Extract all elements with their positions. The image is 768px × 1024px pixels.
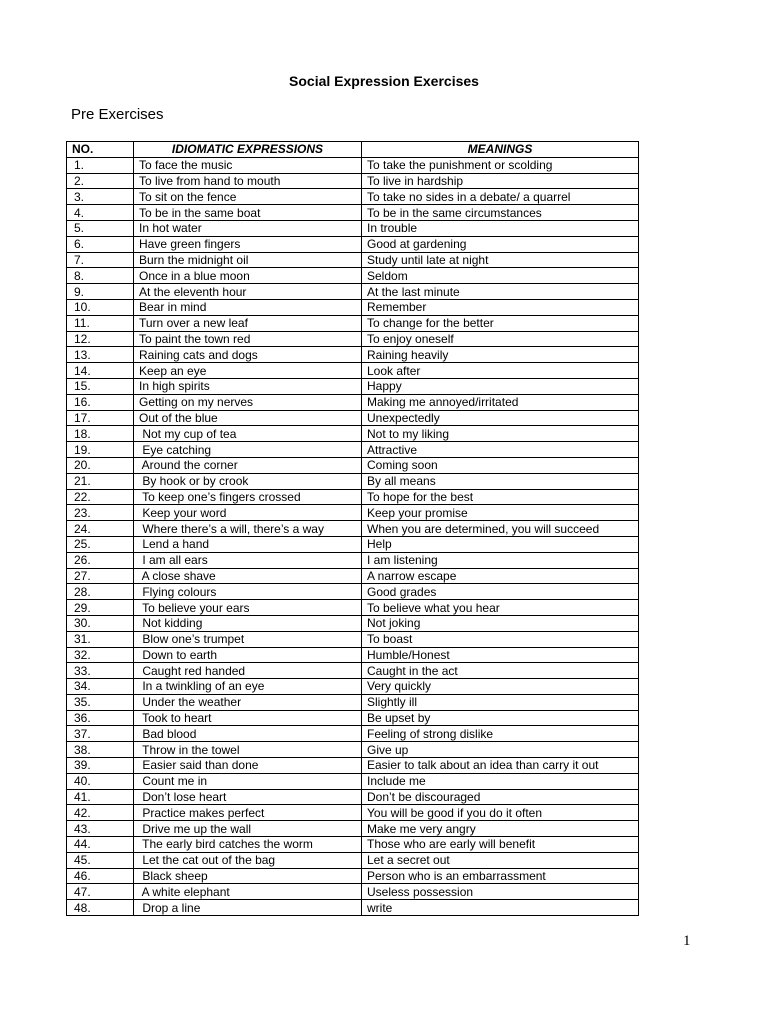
page-number: 1	[683, 933, 691, 949]
idiom-cell: To face the music	[134, 157, 362, 173]
row-number: 14.	[67, 363, 134, 379]
meaning-cell: Good grades	[362, 584, 639, 600]
table-row	[67, 600, 639, 616]
meaning-cell: Be upset by	[362, 710, 639, 726]
header-row	[67, 142, 639, 158]
row-number: 45.	[67, 852, 134, 868]
idiom-cell: Once in a blue moon	[134, 268, 362, 284]
meaning-cell: Let a secret out	[362, 852, 639, 868]
row-number: 35.	[67, 694, 134, 710]
row-number: 5.	[67, 220, 134, 236]
meaning-cell: Include me	[362, 773, 639, 789]
table-row	[67, 173, 639, 189]
table-row	[67, 236, 639, 252]
idiom-cell: Out of the blue	[134, 410, 362, 426]
row-number: 21.	[67, 473, 134, 489]
table-row	[67, 284, 639, 300]
idiom-cell: Blow one’s trumpet	[134, 631, 362, 647]
table-row	[67, 157, 639, 173]
meaning-cell: Good at gardening	[362, 236, 639, 252]
row-number: 4.	[67, 205, 134, 221]
idiom-cell: To live from hand to mouth	[134, 173, 362, 189]
row-number: 9.	[67, 284, 134, 300]
idiom-cell: To paint the town red	[134, 331, 362, 347]
row-number: 16.	[67, 394, 134, 410]
meaning-cell: To believe what you hear	[362, 600, 639, 616]
idiom-cell: Where there’s a will, there’s a way	[134, 521, 362, 537]
table-row	[67, 884, 639, 900]
table-row	[67, 252, 639, 268]
idiom-cell: A white elephant	[134, 884, 362, 900]
row-number: 6.	[67, 236, 134, 252]
row-number: 1.	[67, 157, 134, 173]
meaning-cell: Coming soon	[362, 457, 639, 473]
table-row	[67, 805, 639, 821]
idiom-cell: By hook or by crook	[134, 473, 362, 489]
row-number: 22.	[67, 489, 134, 505]
meaning-cell: You will be good if you do it often	[362, 805, 639, 821]
meaning-cell: Give up	[362, 742, 639, 758]
row-number: 26.	[67, 552, 134, 568]
row-number: 19.	[67, 442, 134, 458]
meaning-cell: Caught in the act	[362, 663, 639, 679]
idiom-cell: Count me in	[134, 773, 362, 789]
table-row	[67, 378, 639, 394]
idiom-cell: Not kidding	[134, 615, 362, 631]
row-number: 37.	[67, 726, 134, 742]
meaning-cell: Keep your promise	[362, 505, 639, 521]
meaning-cell: Attractive	[362, 442, 639, 458]
row-number: 8.	[67, 268, 134, 284]
meaning-cell: By all means	[362, 473, 639, 489]
idiom-cell: Lend a hand	[134, 536, 362, 552]
meaning-cell: Seldom	[362, 268, 639, 284]
idiom-cell: At the eleventh hour	[134, 284, 362, 300]
meaning-cell: Slightly ill	[362, 694, 639, 710]
idiom-cell: Bear in mind	[134, 299, 362, 315]
table-row	[67, 852, 639, 868]
row-number: 34.	[67, 679, 134, 695]
idiom-cell: Getting on my nerves	[134, 394, 362, 410]
meaning-cell: Remember	[362, 299, 639, 315]
idiom-cell: In high spirits	[134, 378, 362, 394]
meaning-cell: At the last minute	[362, 284, 639, 300]
table-row	[67, 394, 639, 410]
table-row	[67, 773, 639, 789]
meaning-cell: Unexpectedly	[362, 410, 639, 426]
idiom-cell: Keep an eye	[134, 363, 362, 379]
meaning-cell: Look after	[362, 363, 639, 379]
meaning-cell: Raining heavily	[362, 347, 639, 363]
row-number: 46.	[67, 868, 134, 884]
meaning-cell: Help	[362, 536, 639, 552]
row-number: 30.	[67, 615, 134, 631]
idiom-cell: To be in the same boat	[134, 205, 362, 221]
row-number: 36.	[67, 710, 134, 726]
row-number: 38.	[67, 742, 134, 758]
idiom-cell: Took to heart	[134, 710, 362, 726]
idiom-cell: Don’t lose heart	[134, 789, 362, 805]
row-number: 31.	[67, 631, 134, 647]
meaning-cell: Don’t be discouraged	[362, 789, 639, 805]
header-no: NO.	[67, 142, 134, 158]
row-number: 7.	[67, 252, 134, 268]
row-number: 41.	[67, 789, 134, 805]
meaning-cell: Study until late at night	[362, 252, 639, 268]
table-row	[67, 900, 639, 916]
idiom-cell: Flying colours	[134, 584, 362, 600]
meaning-cell: In trouble	[362, 220, 639, 236]
meaning-cell: A narrow escape	[362, 568, 639, 584]
table-row	[67, 268, 639, 284]
row-number: 47.	[67, 884, 134, 900]
table-row	[67, 742, 639, 758]
header-meaning: MEANINGS	[362, 142, 639, 158]
meaning-cell: Very quickly	[362, 679, 639, 695]
meaning-cell: I am listening	[362, 552, 639, 568]
table-row	[67, 710, 639, 726]
idiom-cell: Practice makes perfect	[134, 805, 362, 821]
row-number: 32.	[67, 647, 134, 663]
idiom-cell: Turn over a new leaf	[134, 315, 362, 331]
table-row	[67, 821, 639, 837]
idiom-cell: In hot water	[134, 220, 362, 236]
idiom-cell: Throw in the towel	[134, 742, 362, 758]
table-row	[67, 457, 639, 473]
table-row	[67, 331, 639, 347]
row-number: 44.	[67, 837, 134, 853]
table-row	[67, 489, 639, 505]
idiom-cell: To keep one’s fingers crossed	[134, 489, 362, 505]
meaning-cell: Making me annoyed/irritated	[362, 394, 639, 410]
table-row	[67, 679, 639, 695]
idiom-cell: Eye catching	[134, 442, 362, 458]
meaning-cell: When you are determined, you will succeed	[362, 521, 639, 537]
section-subtitle: Pre Exercises	[71, 106, 164, 123]
table-row	[67, 347, 639, 363]
table-row	[67, 758, 639, 774]
table-row	[67, 584, 639, 600]
meaning-cell: Make me very angry	[362, 821, 639, 837]
row-number: 3.	[67, 189, 134, 205]
document-title: Social Expression Exercises	[289, 73, 479, 89]
idiom-cell: A close shave	[134, 568, 362, 584]
meaning-cell: Easier to talk about an idea than carry it out	[362, 758, 639, 774]
table-row	[67, 505, 639, 521]
idioms-table	[66, 141, 639, 916]
meaning-cell: Not joking	[362, 615, 639, 631]
meaning-cell: Those who are early will benefit	[362, 837, 639, 853]
meaning-cell: Useless possession	[362, 884, 639, 900]
table-row	[67, 789, 639, 805]
row-number: 29.	[67, 600, 134, 616]
idiom-cell: Around the corner	[134, 457, 362, 473]
idiom-cell: Drop a line	[134, 900, 362, 916]
row-number: 17.	[67, 410, 134, 426]
table-row	[67, 220, 639, 236]
row-number: 15.	[67, 378, 134, 394]
table-row	[67, 205, 639, 221]
row-number: 2.	[67, 173, 134, 189]
table-header	[67, 142, 639, 158]
meaning-cell: Not to my liking	[362, 426, 639, 442]
meaning-cell: To change for the better	[362, 315, 639, 331]
idiom-cell: Keep your word	[134, 505, 362, 521]
table-row	[67, 315, 639, 331]
table-row	[67, 615, 639, 631]
idiom-cell: Let the cat out of the bag	[134, 852, 362, 868]
row-number: 24.	[67, 521, 134, 537]
idiom-cell: Caught red handed	[134, 663, 362, 679]
table-row	[67, 299, 639, 315]
table-row	[67, 536, 639, 552]
table-row	[67, 663, 639, 679]
idiom-cell: I am all ears	[134, 552, 362, 568]
idiom-cell: Burn the midnight oil	[134, 252, 362, 268]
table-body	[67, 157, 639, 915]
idiom-cell: Not my cup of tea	[134, 426, 362, 442]
idiom-cell: Raining cats and dogs	[134, 347, 362, 363]
meaning-cell: To enjoy oneself	[362, 331, 639, 347]
table-row	[67, 189, 639, 205]
table-row	[67, 837, 639, 853]
row-number: 13.	[67, 347, 134, 363]
idiom-cell: Black sheep	[134, 868, 362, 884]
table-row	[67, 521, 639, 537]
idiom-cell: To sit on the fence	[134, 189, 362, 205]
row-number: 42.	[67, 805, 134, 821]
row-number: 33.	[67, 663, 134, 679]
table-row	[67, 363, 639, 379]
meaning-cell: Happy	[362, 378, 639, 394]
meaning-cell: To boast	[362, 631, 639, 647]
row-number: 48.	[67, 900, 134, 916]
idiom-cell: Easier said than done	[134, 758, 362, 774]
table-row	[67, 442, 639, 458]
idiom-cell: Under the weather	[134, 694, 362, 710]
table-row	[67, 552, 639, 568]
row-number: 39.	[67, 758, 134, 774]
table-row	[67, 694, 639, 710]
idiom-cell: Have green fingers	[134, 236, 362, 252]
idiom-cell: In a twinkling of an eye	[134, 679, 362, 695]
meaning-cell: write	[362, 900, 639, 916]
row-number: 11.	[67, 315, 134, 331]
table-row	[67, 647, 639, 663]
meaning-cell: To live in hardship	[362, 173, 639, 189]
table-row	[67, 568, 639, 584]
row-number: 27.	[67, 568, 134, 584]
table-row	[67, 426, 639, 442]
meaning-cell: To take the punishment or scolding	[362, 157, 639, 173]
row-number: 25.	[67, 536, 134, 552]
meaning-cell: To take no sides in a debate/ a quarrel	[362, 189, 639, 205]
idiom-cell: Bad blood	[134, 726, 362, 742]
row-number: 18.	[67, 426, 134, 442]
meaning-cell: Person who is an embarrassment	[362, 868, 639, 884]
table-row	[67, 868, 639, 884]
meaning-cell: To be in the same circumstances	[362, 205, 639, 221]
row-number: 40.	[67, 773, 134, 789]
table-row	[67, 631, 639, 647]
row-number: 20.	[67, 457, 134, 473]
idiom-cell: To believe your ears	[134, 600, 362, 616]
row-number: 43.	[67, 821, 134, 837]
idiom-cell: The early bird catches the worm	[134, 837, 362, 853]
table-row	[67, 726, 639, 742]
table-row	[67, 410, 639, 426]
row-number: 28.	[67, 584, 134, 600]
idiom-cell: Down to earth	[134, 647, 362, 663]
meaning-cell: Feeling of strong dislike	[362, 726, 639, 742]
table-row	[67, 473, 639, 489]
row-number: 23.	[67, 505, 134, 521]
idiom-cell: Drive me up the wall	[134, 821, 362, 837]
row-number: 10.	[67, 299, 134, 315]
row-number: 12.	[67, 331, 134, 347]
meaning-cell: Humble/Honest	[362, 647, 639, 663]
header-idiom: IDIOMATIC EXPRESSIONS	[134, 142, 362, 158]
meaning-cell: To hope for the best	[362, 489, 639, 505]
